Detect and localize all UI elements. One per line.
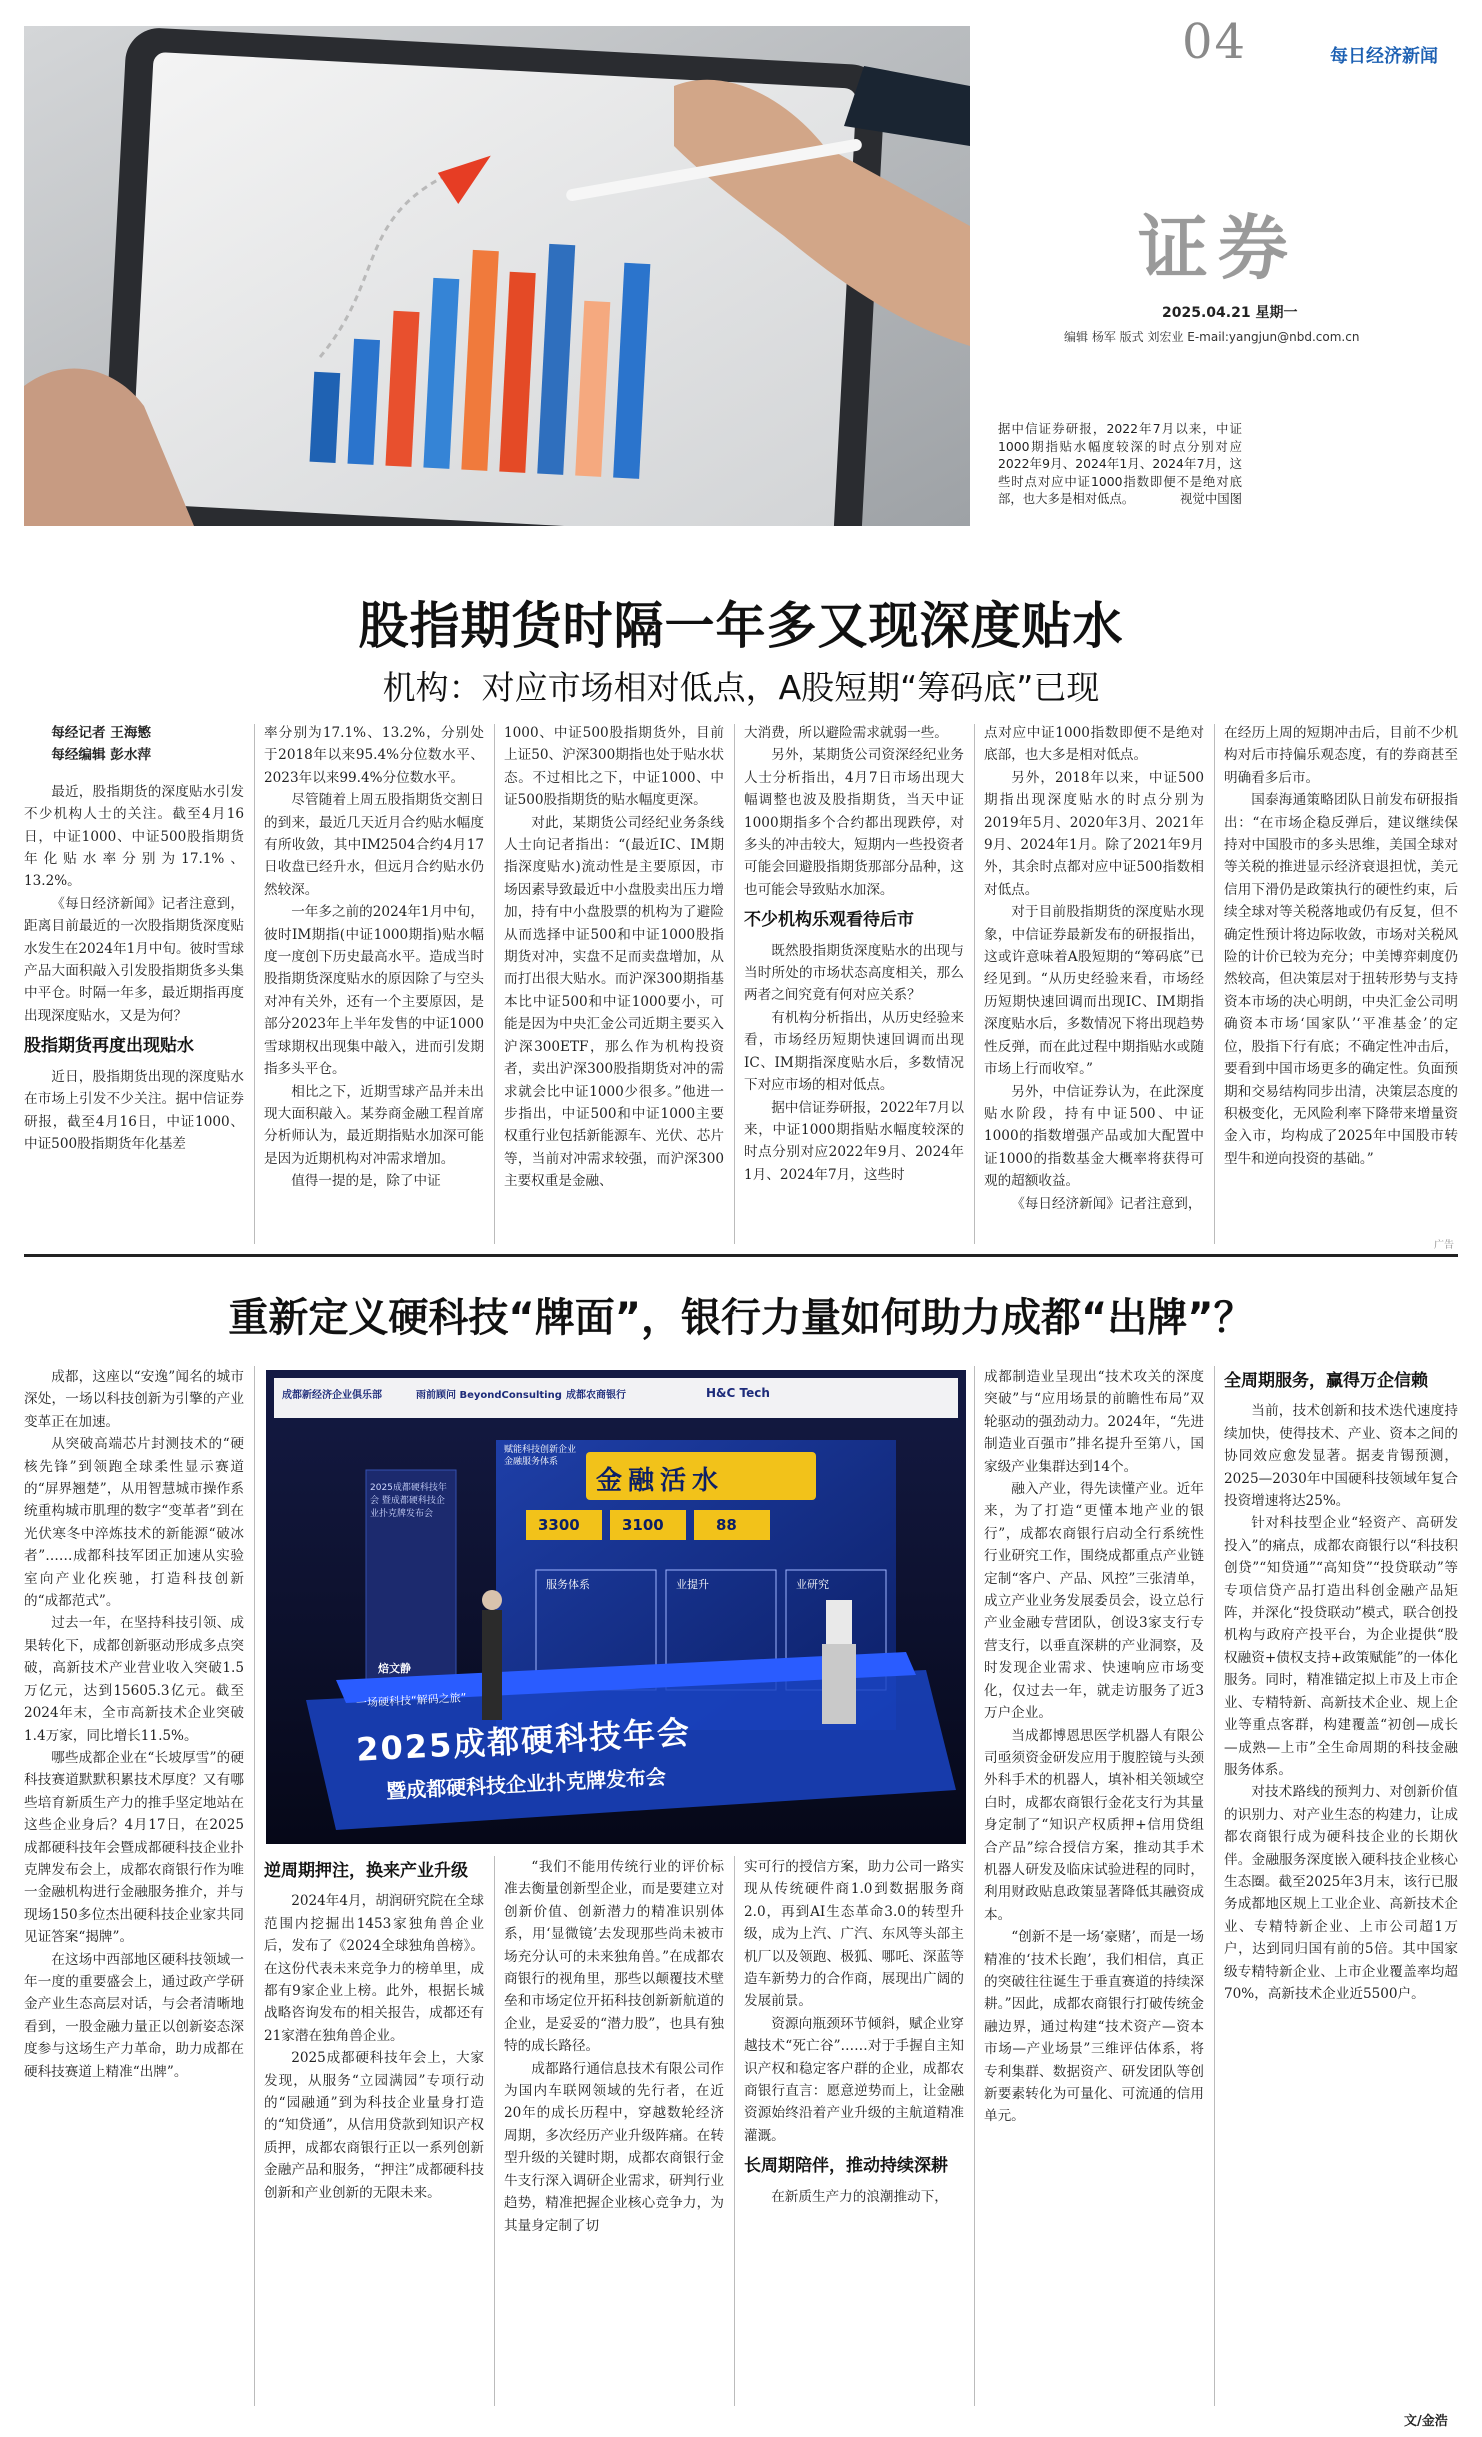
logo-beyond: 雨前顾问 BeyondConsulting bbox=[416, 1390, 562, 1401]
photo-caption bbox=[998, 420, 1242, 508]
paragraph: 资源向瓶颈环节倾斜，赋企业穿越技术“死亡谷”……对于手握自主知识产权和稳定客户群的企业，成都农商银行直言：愿意逆势而上，让金融资源始终沿着产业升级的主航道精准灌溉。 bbox=[744, 2015, 964, 2144]
paragraph: 据中信证券研报，2022年7月以来，中证1000期指贴水幅度较深的时点分别对应2022年9月、2024年1月、2024年7月，这些时 bbox=[744, 1099, 964, 1183]
article1-subhead-2: 不少机构乐观看待后市 bbox=[744, 910, 914, 931]
paragraph: 点对应中证1000指数即便不是绝对底部，也大多是相对低点。 bbox=[984, 725, 1204, 764]
paragraph: 2024年4月，胡润研究院在全球范围内挖掘出1453家独角兽企业后，发布了《2024全球独角兽榜》。在这份代表未来竞争力的榜单里，成都有9家企业上榜。此外，根据长城战略咨询发布的相关报告，成都还有21家潜在独角兽企业。 bbox=[264, 1893, 484, 2044]
paragraph: 成都制造业呈现出“技术攻关的深度突破”与“应用场景的前瞻性布局”双轮驱动的强劲动力。2024年，“先进制造业百强市”排名提升至第八，国家级产业集群达到14个。 bbox=[984, 1369, 1204, 1475]
screen-item-2: 业提升 bbox=[676, 1578, 709, 1591]
paragraph: 值得一提的是，除了中证 bbox=[291, 1173, 441, 1190]
paragraph: 近日，股指期货出现的深度贴水在市场上引发不少关注。据中信证券研报，截至4月16日，中证1000、中证500股指期货年化基差 bbox=[24, 1068, 244, 1152]
event-photo bbox=[266, 1370, 966, 1844]
paragraph: 最近，股指期货的深度贴水引发不少机构人士的关注。截至4月16日，中证1000、中证500股指期货年化贴水率分别为17.1%、13.2%。 bbox=[24, 783, 244, 890]
paragraph: 另外，中信证券认为，在此深度贴水阶段，持有中证500、中证1000的指数增强产品或加大配置中证1000的指数基金大概率将获得可观的超额收益。 bbox=[984, 1083, 1204, 1190]
logo-bank: 成都农商银行 bbox=[566, 1390, 626, 1401]
paragraph: 对此，某期货公司经纪业务条线人士向记者指出：“(最近IC、IM期指深度贴水)流动性是主要原因，市场因素导致最近中小盘股卖出压力增加，持有中小盘股票的机构为了避险从而选择中证500和中证1000股指期货对冲，实盘不足而卖盘增加，从而打出很大贴水。而沪深300期指基本比中证500和中证1000要小，可能是因为中央汇金公司近期主要买入沪深300ETF，那么作为机构投资者，卖出沪深300股指期货对冲的需求就会比中证1000少很多。”他进一步指出，中证500和中证1000主要权重行业包括新能源车、光伏、芯片等，当前对冲需求较强，而沪深300主要权重是金融、 bbox=[504, 814, 724, 1190]
article1-col5 bbox=[984, 722, 1204, 1242]
section-title: 证券 bbox=[1138, 207, 1298, 289]
article1-subhead-1: 股指期货再度出现贴水 bbox=[24, 1036, 194, 1057]
article2-col5 bbox=[984, 1366, 1204, 2406]
article-divider bbox=[24, 1254, 1458, 1257]
column-divider bbox=[1214, 1366, 1215, 2406]
editors-line: 编辑 杨军 版式 刘宏业 E-mail:yangjun@nbd.com.cn bbox=[1064, 330, 1360, 344]
screen-item-3: 业研究 bbox=[796, 1578, 829, 1591]
paragraph: 率分别为17.1%、13.2%，分别处于2018年以来95.4%分位数水平、2023年以来99.4%分位数水平。 bbox=[264, 725, 484, 786]
paragraph: 国泰海通策略团队日前发布研报指出：“在市场企稳反弹后，建议继续保持对中国股市的多头思维，美国全球对等关税的推进显示经济衰退担忧，美元信用下滑仍是政策执行的硬性约束，后续全球对等关税落地或仍有反复，但不确定性预计将边际收敛，市场对关税风险的计价已较为充分；中美博弈刺度仍然较高，但决策层对于扭转形势与支持资本市场的决心明朗，中央汇金公司明确资本市场‘国家队’‘平准基金’的定位，股指下行有底；不确定性冲击后，要看到中国市场更多的确定性。负面预期和交易结构同步出清，决策层态度的积极变化，无风险利率下降带来增量资金入市，均构成了2025年中国股市转型牛和逆向投资的基础。” bbox=[1224, 792, 1458, 1167]
issue-date: 2025.04.21 星期一 bbox=[1162, 305, 1298, 321]
speaker-label: 焙文静 bbox=[378, 1662, 411, 1675]
paragraph: 从突破高端芯片封测技术的“硬核先锋”到领跑全球柔性显示赛道的“屏界翘楚”，从用智慧城市操作系统重构城市肌理的数字“变革者”到在光伏寒冬中淬炼技术的新能源“破冰者”……成都科技军团正加速从实验室向产业化疾驰，打造科技创新的“成都范式”。 bbox=[24, 1436, 244, 1610]
article2-subhead-1: 逆周期押注，换来产业升级 bbox=[264, 1861, 468, 1881]
tablet-chart-illustration bbox=[24, 26, 970, 526]
paragraph: 大消费，所以避险需求就弱一些。 bbox=[744, 725, 948, 741]
paragraph: 对于目前股指期货的深度贴水现象，中信证券最新发布的研报指出，这或许意味着A股短期的“筹码底”已经见到。“从历史经验来看，市场经历短期快速回调而出现IC、IM期指深度贴水后，多数情况下将出现趋势性反弹，而在此过程中期指贴水或随市场上行而收窄。” bbox=[984, 904, 1204, 1078]
article2-col4 bbox=[744, 1856, 964, 2406]
screen-stat-2: 3100 bbox=[622, 1516, 664, 1534]
paragraph: 一年多之前的2024年1月中旬，彼时IM期指(中证1000期指)贴水幅度一度创下历史最高水平。造成当时股指期货深度贴水的原因除了与空头对冲有关外，还有一个主要原因，是部分2023年上半年发售的中证1000雪球期权出现集中敲入，进而引发期指多头平仓。 bbox=[264, 904, 484, 1078]
article2-subhead-2: 长周期陪伴，推动持续深耕 bbox=[744, 2156, 948, 2177]
article2-col6 bbox=[1224, 1366, 1458, 2406]
paragraph: 另外，某期货公司资深经纪业务人士分析指出，4月7日市场出现大幅调整也波及股指期货，当天中证1000期指多个合约都出现跌停，对多头的冲击较大，短期内一些投资者可能会回避股指期货那部分品种，这也可能会导致贴水加深。 bbox=[744, 747, 964, 898]
column-divider bbox=[734, 1856, 735, 2406]
photo-caption-text: 据中信证券研报，2022年7月以来，中证1000期指贴水幅度较深的时点分别对应2022年9月、2024年1月、2024年7月，这些时点对应中证1000指数即便不是绝对底部，也大多是相对低点。 bbox=[998, 421, 1242, 507]
article2-author: 文/金浩 bbox=[1404, 2414, 1448, 2429]
paragraph: 当前，技术创新和技术迭代速度持续加快，使得技术、产业、资本之间的协同效应愈发显著。据麦肯锡预测，2025—2030年中国硬科技领域年复合投资增速将达25%。 bbox=[1224, 1403, 1458, 1510]
paragraph: 2025成都硬科技年会上，大家发现，从服务“立园满园”专项行动的“园融通”到为科技企业量身打造的“知贷通”，从信用贷款到知识产权质押，成都农商银行正以一系列创新金融产品和服务，“押注”成都硬科技创新和产业创新的无限未来。 bbox=[264, 2050, 484, 2201]
reporter-byline: 每经记者 王海慜 bbox=[51, 725, 152, 741]
paragraph: 《每日经济新闻》记者注意到，距离目前最近的一次股指期货深度贴水发生在2024年1月中旬。彼时雪球产品大面积敲入引发股指期货多头集中平仓。时隔一年多，最近期指再度出现深度贴水，又是为何？ bbox=[24, 895, 244, 1024]
paragraph: 实可行的授信方案，助力公司一路实现从传统硬件商1.0到数据服务商2.0，再到AI生态革命3.0的转型升级，成为上汽、广汽、东风等头部主机厂以及领跑、极狐、哪吒、深蓝等造车新势力的合作商，展现出广阔的发展前景。 bbox=[744, 1859, 964, 2010]
paragraph: 在经历上周的短期冲击后，目前不少机构对后市持偏乐观态度，有的券商甚至明确看多后市。 bbox=[1224, 725, 1458, 786]
paper-name: 每日经济新闻 bbox=[1330, 46, 1438, 67]
column-divider bbox=[734, 724, 735, 1244]
screen-stat-1: 3300 bbox=[538, 1516, 580, 1534]
paragraph: 在新质生产力的浪潮推动下， bbox=[771, 2188, 948, 2205]
article1-headline: 股指期货时隔一年多又现深度贴水 bbox=[358, 597, 1124, 655]
ad-label: 广告 bbox=[1434, 1240, 1454, 1251]
column-divider bbox=[494, 1856, 495, 2406]
photo-credit: 视觉中国图 bbox=[1180, 491, 1242, 507]
top-photo bbox=[24, 26, 970, 526]
paragraph: 对技术路线的预判力、对创新价值的识别力、对产业生态的构建力，让成都农商银行成为硬科技企业的长期伙伴。金融服务深度嵌入硬科技企业核心生态圈。截至2025年3月末，该行已服务成都地区规上工业企业、高新技术企业、专精特新企业、上市公司超1万户，达到同归国有前的5倍。其中国家级专精特新企业、上市企业覆盖率均超70%，高新技术企业近5500户。 bbox=[1224, 1784, 1458, 2002]
screen-small-title: 2025成都硬科技年会 暨成都硬科技企业扑克牌发布会 bbox=[370, 1483, 447, 1519]
paragraph: “我们不能用传统行业的评价标准去衡量创新型企业，而是要建立对创新价值、创新潜力的精准识别体系，用‘显微镜’去发现那些尚未被市场充分认可的未来独角兽。”在成都农商银行的视角里，那些以颠覆技术壁垒和市场定位开拓科技创新新航道的企业，是妥妥的“潜力股”，也具有独特的成长路径。 bbox=[504, 1859, 724, 2055]
article2-headline: 重新定义硬科技“牌面”，银行力量如何助力成都“出牌”？ bbox=[228, 1295, 1254, 1341]
article2-col1 bbox=[24, 1366, 244, 2406]
stage-banner-top: 一场硬科技“解码之旅” bbox=[355, 1691, 467, 1710]
editor-byline: 每经编辑 彭水萍 bbox=[51, 747, 152, 764]
logo-club: 成都新经济企业俱乐部 bbox=[282, 1390, 382, 1401]
paragraph: 另外，2018年以来，中证500期指出现深度贴水的时点分别为2019年5月、2020年3月、2021年9月、2024年1月。除了2021年9月外，其余时点都对应中证500指数相对低点。 bbox=[984, 769, 1204, 898]
article1-col2 bbox=[264, 722, 484, 1242]
article1-col6 bbox=[1224, 722, 1458, 1242]
article2-col3 bbox=[504, 1856, 724, 2406]
article1-col3 bbox=[504, 722, 724, 1242]
screen-subtitle: 赋能科技创新企业 金融服务体系 bbox=[504, 1445, 577, 1467]
paragraph: 有机构分析指出，从历史经验来看，市场经历短期快速回调而出现IC、IM期指深度贴水后，多数情况下对应市场的相对低点。 bbox=[744, 1009, 964, 1094]
article2-col2 bbox=[264, 1856, 484, 2406]
column-divider bbox=[974, 1366, 975, 2406]
paragraph: 融入产业，得先读懂产业。近年来，为了打造“更懂本地产业的银行”，成都农商银行启动全行系统性行业研究工作，围绕成都重点产业链定制“客户、产品、风控”三张清单，成立产业业务发展委员会，设立总行产业金融专营团队，创设3家支行专营支行，以垂直深耕的产业洞察，及时发现企业需求、快速响应市场变化，仅过去一年，就走访服务了近3万户企业。 bbox=[984, 1481, 1204, 1722]
paragraph: “创新不是一场‘豪赌’，而是一场精准的‘技术长跑’，我们相信，真正的突破往往诞生于垂直赛道的持续深耕。”因此，成都农商银行打破传统金融边界，通过构建“技术资产—资本市场—产业场景”三维评估体系，将专利集群、数据资产、研发团队等创新要素转化为可量化、可流通的信用单元。 bbox=[984, 1929, 1204, 2125]
screen-item-1: 服务体系 bbox=[546, 1578, 590, 1591]
paragraph: 当成都博恩思医学机器人有限公司亟须资金研发应用于腹腔镜与头颈外科手术的机器人，填补相关领域空白时，成都农商银行金花支行为其量身定制了“知识产权质押+信用贷组合产品”综合授信方案，推动其手术机器人研发及临床试验进程的同时，利用财政贴息政策显著降低其融资成本。 bbox=[984, 1727, 1204, 1923]
paragraph: 相比之下，近期雪球产品并未出现大面积敲入。某券商金融工程首席分析师认为，最近期指贴水加深可能是因为近期机构对冲需求增加。 bbox=[264, 1083, 484, 1167]
column-divider bbox=[1214, 724, 1215, 1244]
paragraph: 过去一年，在坚持科技引领、成果转化下，成都创新驱动形成多点突破，高新技术产业营业收入突破1.5万亿元，达到15605.3亿元。截至2024年末，全市高新技术企业突破1.4万家，同比增长11.5%。 bbox=[24, 1615, 244, 1744]
article1-col4 bbox=[744, 722, 964, 1242]
paragraph: 1000、中证500股指期货外，目前上证50、沪深300期指也处于贴水状态。不过相比之下，中证1000、中证500股指期货的贴水幅度更深。 bbox=[504, 725, 724, 809]
article1-col1 bbox=[24, 722, 244, 1242]
logo-hc-tech: H&C Tech bbox=[706, 1386, 770, 1400]
article2-subhead-3: 全周期服务，赢得万企信赖 bbox=[1224, 1371, 1428, 1391]
paragraph: 成都，这座以“安逸”闻名的城市深处，一场以科技创新为引擎的产业变革正在加速。 bbox=[24, 1369, 244, 1430]
paragraph: 成都路行通信息技术有限公司作为国内车联网领域的先行者，在近20年的成长历程中，穿越数轮经济周期，多次经历产业升级阵痛。在转型升级的关键时期，成都农商银行金牛支行深入调研企业需求，研判行业趋势，精准把握企业核心竞争力，为其量身定制了切 bbox=[504, 2060, 724, 2234]
article1-subheadline: 机构：对应市场相对低点，A股短期“筹码底”已现 bbox=[382, 668, 1100, 707]
column-divider bbox=[254, 1366, 255, 2406]
screen-stat-3: 88 bbox=[716, 1516, 737, 1534]
paragraph: 尽管随着上周五股指期货交割日的到来，最近几天近月合约贴水幅度有所收敛，其中IM2504合约4月17日收盘已经升水，但远月合约贴水仍然较深。 bbox=[264, 792, 484, 898]
paragraph: 在这场中西部地区硬科技领域一年一度的重要盛会上，通过政产学研金产业生态高层对话，与会者清晰地看到，一股金融力量正以创新姿态深度参与这场生产力革命，助力成都在硬科技赛道上精准“出牌”。 bbox=[24, 1951, 244, 2080]
screen-title: 金融活水 bbox=[596, 1466, 725, 1496]
stage-banner-main: 2025成都硬科技年会 bbox=[355, 1713, 692, 1769]
paragraph: 哪些成都企业在“长坡厚雪”的硬科技赛道默默积累技术厚度？又有哪些培育新质生产力的推手坚定地站在这些企业身后？4月17日，在2025成都硬科技年会暨成都硬科技企业扑克牌发布会上，成都农商银行作为唯一金融机构进行金融服务推介，并与现场150多位杰出硬科技企业家共同见证答案“揭牌”。 bbox=[24, 1749, 244, 1946]
paragraph: 《每日经济新闻》记者注意到， bbox=[1011, 1195, 1202, 1212]
stage-banner-sub: 暨成都硬科技企业扑克牌发布会 bbox=[385, 1764, 667, 1804]
paragraph: 针对科技型企业“轻资产、高研发投入”的痛点，成都农商银行以“科技积创贷”“知贷通”“高知贷”“投贷联动”等专项信贷产品打造出科创金融产品矩阵，并深化“投贷联动”模式，联合创投机构与政府产投平台，为企业提供“股权融资+债权支持+政策赋能”的一体化服务。同时，精准锚定拟上市及上市企业、专精特新、高新技术企业、规上企业等重点客群，构建覆盖“初创—成长—成熟—上市”全生命周期的科技金融服务体系。 bbox=[1224, 1515, 1458, 1778]
column-divider bbox=[254, 724, 255, 1244]
page-number: 04 bbox=[1182, 14, 1248, 70]
paragraph: 既然股指期货深度贴水的出现与当时所处的市场状态高度相关，那么两者之间究竟有何对应关系？ bbox=[744, 942, 964, 1004]
column-divider bbox=[974, 724, 975, 1244]
column-divider bbox=[494, 724, 495, 1244]
